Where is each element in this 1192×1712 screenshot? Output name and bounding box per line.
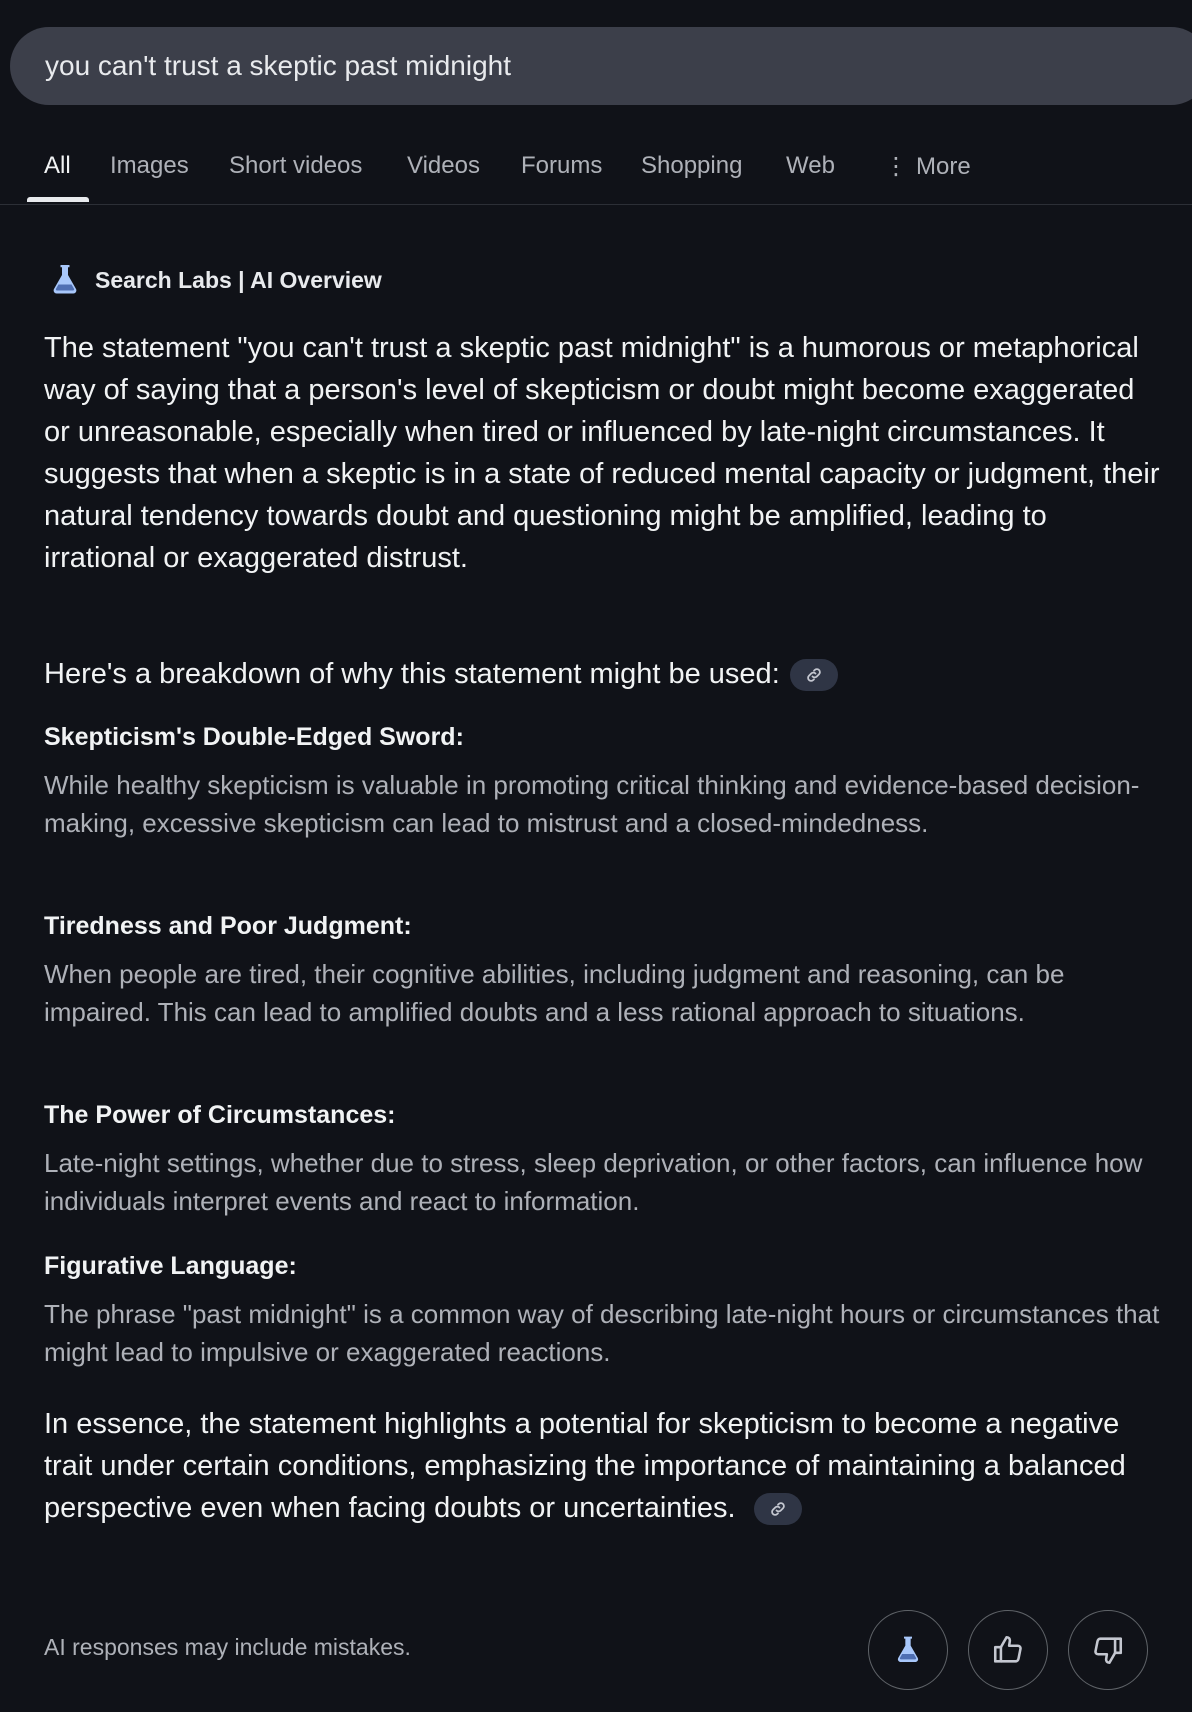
thumbs-down-button[interactable] [1068,1610,1148,1690]
source-link-button[interactable] [790,659,838,691]
vertical-dots-icon: ⋮ [884,153,908,180]
breakdown-heading-text: Here's a breakdown of why this statement might be used: [44,658,780,690]
conclusion-text: In essence, the statement highlights a potential for skepticism to become a negative trait under certain conditions, emphasizing the importance of maintaining a balanced perspective even when facing doubts or uncertainties. [44,1408,1126,1524]
tab-shopping[interactable]: Shopping [641,152,743,179]
thumbs-up-button[interactable] [968,1610,1048,1690]
link-icon [805,666,823,684]
ai-overview-conclusion [44,1403,1164,1529]
tab-videos[interactable]: Videos [407,152,480,179]
item-title: Skepticism's Double-Edged Sword: [44,723,464,751]
flask-icon [892,1634,924,1666]
link-icon [769,1500,787,1518]
tab-forums[interactable]: Forums [521,152,603,179]
ai-disclaimer: AI responses may include mistakes. [44,1634,411,1660]
item-title: Tiredness and Poor Judgment: [44,912,412,940]
search-tabs [0,140,1192,205]
item-body: Late-night settings, whether due to stress, sleep deprivation, or other factors, can influence how individuals interpret events and react to information. [44,1148,1143,1216]
thumbs-down-icon [1091,1633,1125,1667]
search-bar[interactable] [10,27,1192,105]
ai-overview-header [47,262,382,298]
ai-overview-title: Search Labs | AI Overview [95,266,382,293]
search-query[interactable]: you can't trust a skeptic past midnight [45,50,512,81]
tab-more[interactable] [884,152,971,181]
tab-more-label: More [916,153,971,180]
thumbs-up-icon [991,1633,1025,1667]
tab-short-videos[interactable]: Short videos [229,152,363,179]
item-title: The Power of Circumstances: [44,1101,396,1129]
item-body: The phrase "past midnight" is a common way of describing late-night hours or circumstances that might lead to impulsive or exaggerated reactions. [44,1299,1160,1367]
labs-button[interactable] [868,1610,948,1690]
item-body: When people are tired, their cognitive abilities, including judgment and reasoning, can be impaired. This can lead to amplified doubts and a less rational approach to situations. [44,959,1065,1027]
tab-images[interactable]: Images [110,152,189,179]
source-link-button[interactable] [754,1493,802,1525]
active-tab-indicator [27,197,89,202]
tab-web[interactable]: Web [786,152,835,179]
tab-all[interactable]: All [44,152,71,179]
breakdown-heading [44,658,838,691]
item-body: While healthy skepticism is valuable in promoting critical thinking and evidence-based decision-making, excessive skepticism can lead to mistrust and a closed-mindedness. [44,770,1140,838]
ai-overview-intro: The statement "you can't trust a skeptic past midnight" is a humorous or metaphorical way of saying that a person's level of skepticism or doubt might become exaggerated or unreasonable, especially when tired or influenced by late-night circumstances. It suggests that when a skeptic is in a state of reduced mental capacity or judgment, their natural tendency towards doubt and questioning might be amplified, leading to irrational or exaggerated distrust. [44,332,1160,574]
item-title: Figurative Language: [44,1252,297,1280]
flask-icon [47,262,83,298]
